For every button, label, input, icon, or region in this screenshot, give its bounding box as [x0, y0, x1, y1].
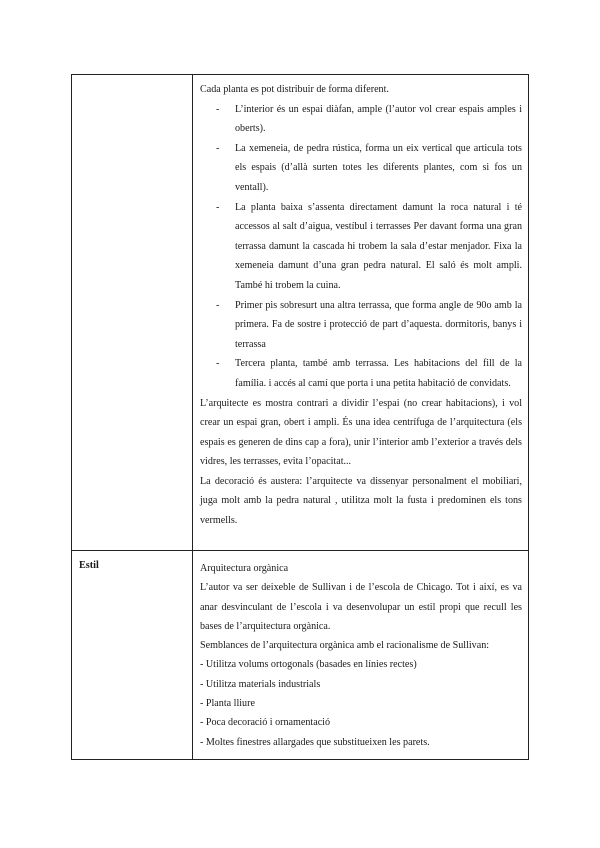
- list-item: - La xemeneia, de pedra rústica, forma un eix vertical que articula tots els espais (d’allà surten totes les diferents plantes, com si fos un ventall).: [235, 139, 522, 198]
- row-label-cell: [72, 75, 193, 551]
- list-item: - Poca decoració i ornamentació: [200, 717, 331, 729]
- list-item: - Moltes finestres allargades que substitueixen les parets.: [200, 736, 430, 748]
- dash-bullet: -: [216, 142, 220, 154]
- list-item: - L’interior és un espai diàfan, ample (l’autor vol crear espais amples i oberts).: [235, 100, 522, 139]
- decoration-paragraph: La decoració és austera: l’arquitecte va dissenyar personalment el mobiliari, juga molt amb la pedra natural , utilitza molt la fusta i predominen els tons vermells.: [200, 475, 522, 527]
- dash-bullet: -: [216, 201, 220, 213]
- row-label-cell: [72, 551, 193, 760]
- style-heading: Arquitectura orgànica: [200, 563, 289, 574]
- row-content-cell: [193, 551, 529, 760]
- intro-text: Cada planta es pot distribuir de forma diferent.: [200, 84, 389, 95]
- table-row-distribution: [72, 75, 529, 551]
- floor-list: [200, 100, 522, 394]
- dash-bullet: -: [216, 103, 220, 115]
- list-item: - Utilitza materials industrials: [200, 678, 321, 690]
- similarities-paragraph: Semblances de l’arquitectura orgànica amb el racionalisme de Sullivan:: [200, 640, 490, 652]
- list-item: - Planta lliure: [200, 698, 255, 710]
- table-row-style: [72, 551, 529, 760]
- row-label: [72, 75, 192, 84]
- style-paragraph: L’autor va ser deixeble de Sullivan i de l’escola de Chicago. Tot i així, es va anar desvinculant de l’escola i va desenvolupar un estil propi que recull les bases de l’arquitectura orgànica.: [200, 582, 522, 632]
- list-item: - Tercera planta, també amb terrassa. Les habitacions del fill de la família. i accés al camí que porta i una petita habitació de convidats.: [235, 354, 522, 393]
- space-paragraph: L’arquitecte es mostra contrari a dividir l’espai (no crear habitacions), i vol crear un espai gran, obert i ampli. És una idea centrífuga de l’arquitectura (els espais es generen de dins cap a fora), unir l’interior amb l’exterior a través dels vidres, les terrasses, evita l’opacitat...: [200, 397, 522, 468]
- row-label: Estil: [79, 560, 99, 571]
- list-item: - Utilitza volums ortogonals (basades en línies rectes): [200, 659, 417, 671]
- list-item: - La planta baixa s’assenta directament damunt la roca natural i té accessos al salt d’aigua, vestíbul i terrasses Per davant forma una gran terrassa damunt la cascada hi trobem la sala d’estar menjador. Fixa la xemeneia damunt d’una gran pedra natural. El saló és molt ampli. També hi trobem la cuina.: [235, 198, 522, 296]
- row-content-cell: [193, 75, 529, 551]
- dash-bullet: -: [216, 358, 220, 370]
- list-item: - Primer pis sobresurt una altra terrassa, que forma angle de 90o amb la primera. Fa de sostre i protecció de part d’aquesta. dormitoris, banys i terrassa: [235, 296, 522, 355]
- content-table: [71, 74, 529, 760]
- dash-bullet: -: [216, 299, 220, 311]
